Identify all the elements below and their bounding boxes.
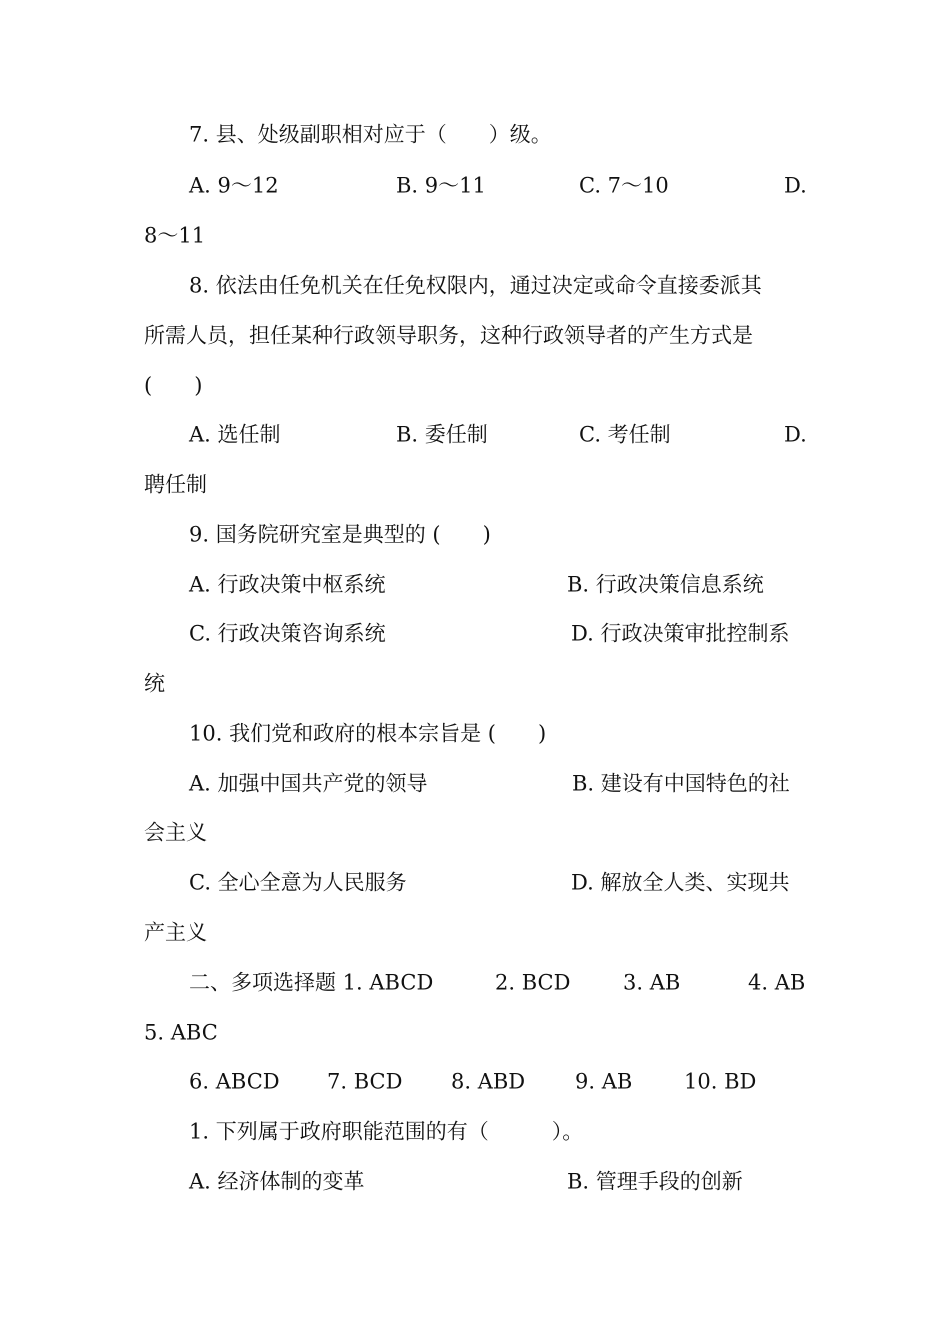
mq1-option-b: B. 管理手段的创新 (567, 1169, 743, 1194)
q7-option-d-continued: 8～11 (144, 223, 206, 248)
q8-question-line2: 所需人员，担任某种行政领导职务，这种行政领导者的产生方式是 (144, 323, 753, 348)
q10-option-a: A. 加强中国共产党的领导 (189, 771, 428, 796)
mq1-question: 1. 下列属于政府职能范围的有（ ）。 (189, 1119, 584, 1144)
q7-question: 7. 县、处级副职相对应于（ ）级。 (189, 122, 552, 147)
answer-8: 8. ABD (451, 1069, 526, 1094)
q8-option-d-continued: 聘任制 (144, 472, 207, 497)
q9-option-d-continued: 统 (144, 671, 165, 696)
q10-option-d: D. 解放全人类、实现共 (571, 870, 790, 895)
q9-option-d: D. 行政决策审批控制系 (571, 621, 790, 646)
q10-question: 10. 我们党和政府的根本宗旨是 ( ) (189, 721, 547, 746)
q10-option-b: B. 建设有中国特色的社 (572, 771, 790, 796)
q8-option-d: D. (784, 422, 807, 447)
q8-option-c: C. 考任制 (579, 422, 671, 447)
q9-option-b: B. 行政决策信息系统 (567, 572, 764, 597)
q10-option-b-continued: 会主义 (144, 820, 207, 845)
answer-10: 10. BD (684, 1069, 757, 1094)
q10-option-d-continued: 产主义 (144, 920, 207, 945)
answer-6: 6. ABCD (189, 1069, 280, 1094)
q7-option-c: C. 7～10 (579, 173, 669, 198)
q8-question-line3: ( ) (144, 373, 203, 398)
answer-7: 7. BCD (327, 1069, 403, 1094)
answer-5: 5. ABC (144, 1020, 218, 1045)
q7-option-d: D. (784, 173, 807, 198)
answer-4: 4. AB (748, 970, 806, 995)
q7-option-b: B. 9～11 (396, 173, 486, 198)
answer-9: 9. AB (575, 1069, 633, 1094)
answer-3: 3. AB (623, 970, 681, 995)
q10-option-c: C. 全心全意为人民服务 (189, 870, 407, 895)
answer-key-heading: 二、多项选择题 1. ABCD (189, 970, 434, 995)
q9-question: 9. 国务院研究室是典型的 ( ) (189, 522, 491, 547)
q7-option-a: A. 9～12 (189, 173, 279, 198)
q8-option-a: A. 选任制 (189, 422, 281, 447)
q8-option-b: B. 委任制 (396, 422, 488, 447)
q9-option-a: A. 行政决策中枢系统 (189, 572, 386, 597)
mq1-option-a: A. 经济体制的变革 (189, 1169, 365, 1194)
answer-2: 2. BCD (495, 970, 571, 995)
q9-option-c: C. 行政决策咨询系统 (189, 621, 386, 646)
q8-question-line1: 8. 依法由任免机关在任免权限内，通过决定或命令直接委派其 (189, 273, 762, 298)
